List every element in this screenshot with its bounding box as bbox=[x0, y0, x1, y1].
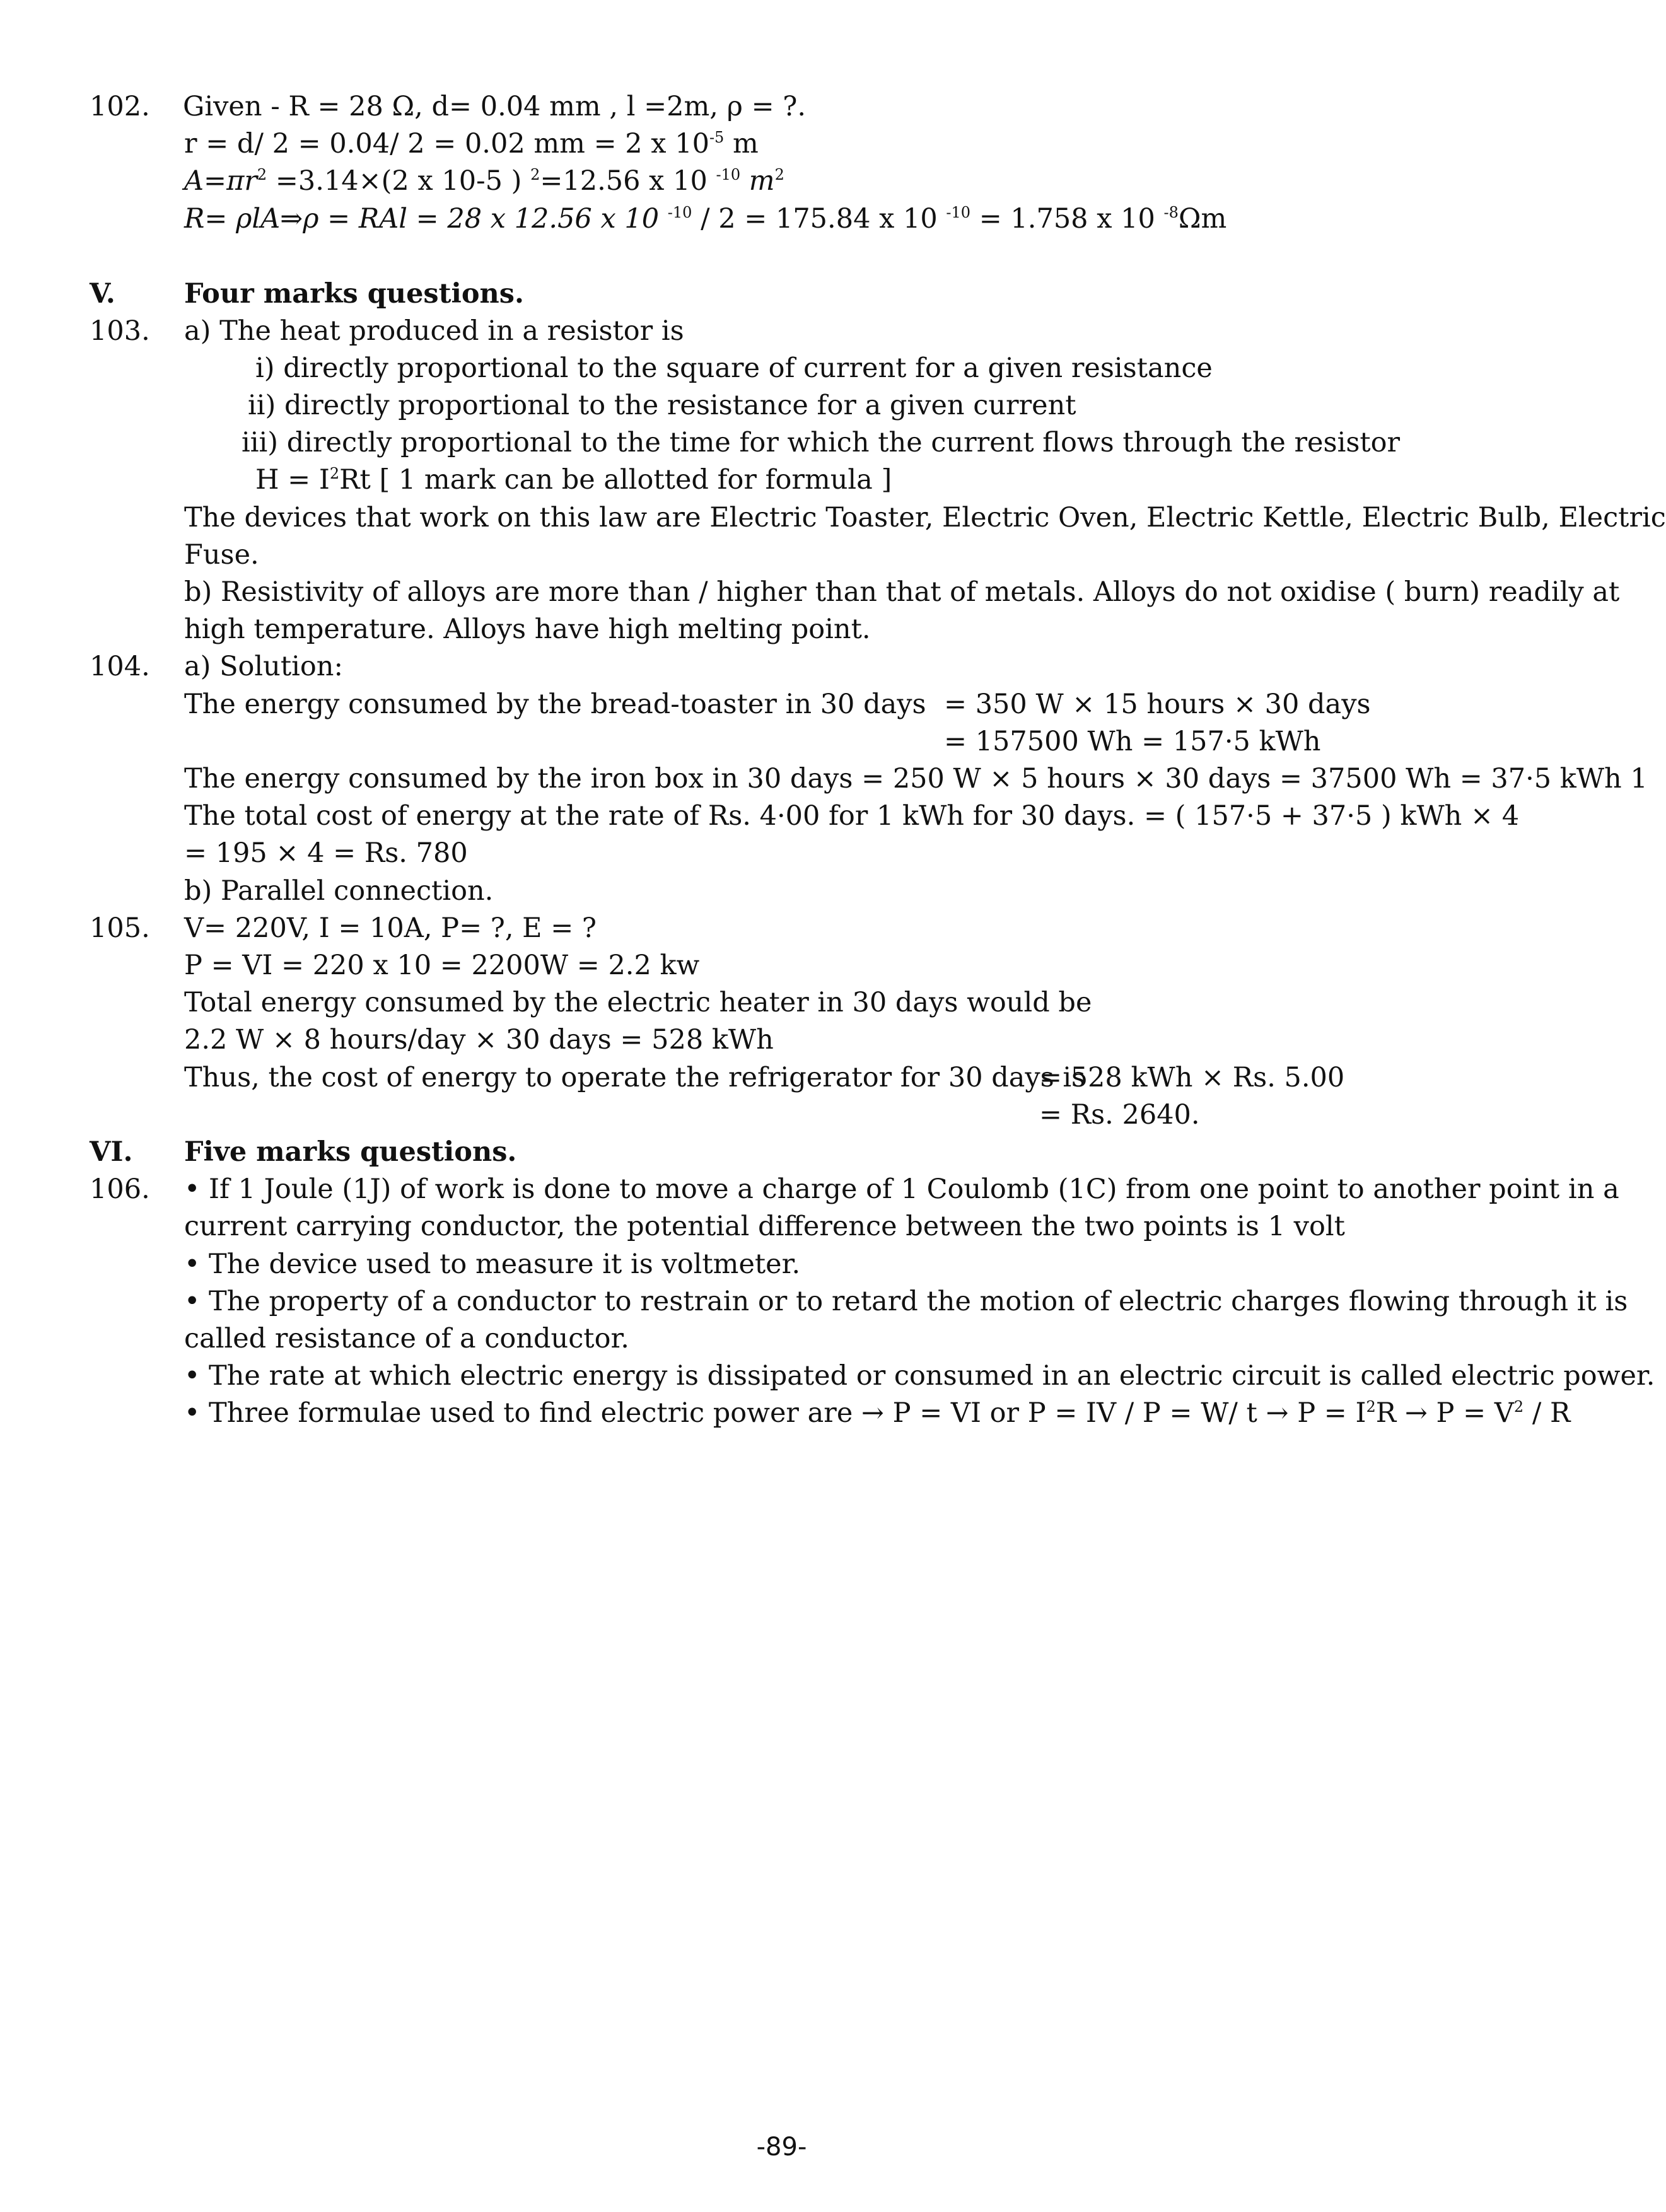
question-number: 105. bbox=[90, 912, 150, 944]
q103-formula: $H = I^2Rt$ [ 1 mark can be allotted for formula ] bbox=[255, 464, 892, 496]
q105-power: P = VI = 220 x 10 = 2200W = 2.2 kw bbox=[184, 950, 700, 981]
q105-given: V= 220V, I = 10A, P= ?, E = ? bbox=[184, 912, 597, 944]
q104-part-b: b) Parallel connection. bbox=[184, 875, 494, 907]
q106-point-5: • Three formulae used to find electric power are → P = VI or P = IV / P = W/ $t \to P = I^2R \to P = V^2 / R$ bbox=[184, 1397, 1571, 1429]
q105-cost-eq1: = 528 kWh × Rs. 5.00 bbox=[1039, 1062, 1345, 1093]
q105-cost-eq2: = Rs. 2640. bbox=[1039, 1099, 1200, 1131]
q103-devices-cont: Fuse. bbox=[184, 539, 259, 571]
q105-energy-text: Total energy consumed by the electric heater in 30 days would be bbox=[184, 987, 1092, 1018]
question-number: 103. bbox=[90, 315, 150, 347]
question-number: 106. bbox=[90, 1173, 150, 1205]
q106-point-1-cont: current carrying conductor, the potential difference between the two points is 1 volt bbox=[184, 1211, 1345, 1242]
q105-energy: 2.2 W × 8 hours/day × 30 days = 528 kWh bbox=[184, 1024, 774, 1056]
page-number: -89- bbox=[756, 2133, 807, 2162]
q103-point-iii: iii) directly proportional to the time for which the current flows through the resistor bbox=[242, 427, 1401, 458]
q106-point-2: • The device used to measure it is voltmeter. bbox=[184, 1249, 801, 1280]
q104-total-cost-result: = 195 × 4 = Rs. 780 bbox=[184, 837, 468, 869]
q102-area: $A=\pi r^2 =3.14\times(2$ x 10-5 ) $^2$=12.56 x 10 $^{-10}$ $m^2$ bbox=[184, 165, 784, 197]
q106-point-3-cont: called resistance of a conductor. bbox=[184, 1323, 629, 1354]
q104-iron-box: The energy consumed by the iron box in 30 days = 250 W × 5 hours × 30 days = 37500 Wh = 37·5 kWh 1 bbox=[184, 763, 1648, 795]
q103-devices: The devices that work on this law are Electric Toaster, Electric Oven, Electric Kettle, Electric Bulb, Electric bbox=[184, 502, 1666, 533]
q103-point-i: i) directly proportional to the square of current for a given resistance bbox=[255, 352, 1213, 384]
question-number: 102. bbox=[90, 91, 150, 122]
q104-toaster-eq1: = 350 W × 15 hours × 30 days bbox=[944, 689, 1371, 720]
question-number: 104. bbox=[90, 651, 150, 682]
section-number: VI. bbox=[90, 1136, 133, 1168]
q103-point-ii: ii) directly proportional to the resistance for a given current bbox=[248, 390, 1076, 421]
q104-toaster-eq2: = 157500 Wh = 157·5 kWh bbox=[944, 726, 1321, 757]
q103-part-a: a) The heat produced in a resistor is bbox=[184, 315, 684, 347]
q103-part-b: b) Resistivity of alloys are more than / higher than that of metals. Alloys do not oxidise ( burn) readily at bbox=[184, 576, 1620, 608]
q104-toaster: The energy consumed by the bread-toaster in 30 days bbox=[184, 689, 926, 720]
q103-part-b-cont: high temperature. Alloys have high melting point. bbox=[184, 614, 871, 645]
section-number: V. bbox=[90, 278, 115, 310]
section-title: Five marks questions. bbox=[184, 1136, 517, 1168]
q104-total-cost: The total cost of energy at the rate of Rs. 4·00 for 1 kWh for 30 days. = ( 157·5 + 37·5 ) kWh × 4 bbox=[184, 800, 1520, 832]
q102-resistivity: R= ρlA⇒ρ = RAl = 28 x 12.56 x 10 $^{-10}$ / 2 = 175.84 x 10 $^{-10}$ = 1.758 x 10 $^{-8}$Ωm bbox=[184, 203, 1227, 235]
q106-point-4: • The rate at which electric energy is dissipated or consumed in an electric circuit is called electric power. bbox=[184, 1360, 1655, 1392]
q102-radius: r = d/ 2 = 0.04/ 2 = 0.02 mm = 2 x $10^{-5}$ m bbox=[184, 128, 759, 160]
q105-cost-text: Thus, the cost of energy to operate the refrigerator for 30 days is bbox=[184, 1062, 1086, 1093]
section-title: Four marks questions. bbox=[184, 278, 524, 310]
q106-point-3: • The property of a conductor to restrain or to retard the motion of electric charges flowing through it is bbox=[184, 1286, 1628, 1317]
q104-part-a: a) Solution: bbox=[184, 651, 343, 682]
q106-point-1: • If 1 Joule (1J) of work is done to move a charge of 1 Coulomb (1C) from one point to another point in a bbox=[184, 1173, 1619, 1205]
q102-given: Given - R = 28 Ω, d= 0.04 mm , l =2m, ρ = ?. bbox=[183, 91, 806, 122]
